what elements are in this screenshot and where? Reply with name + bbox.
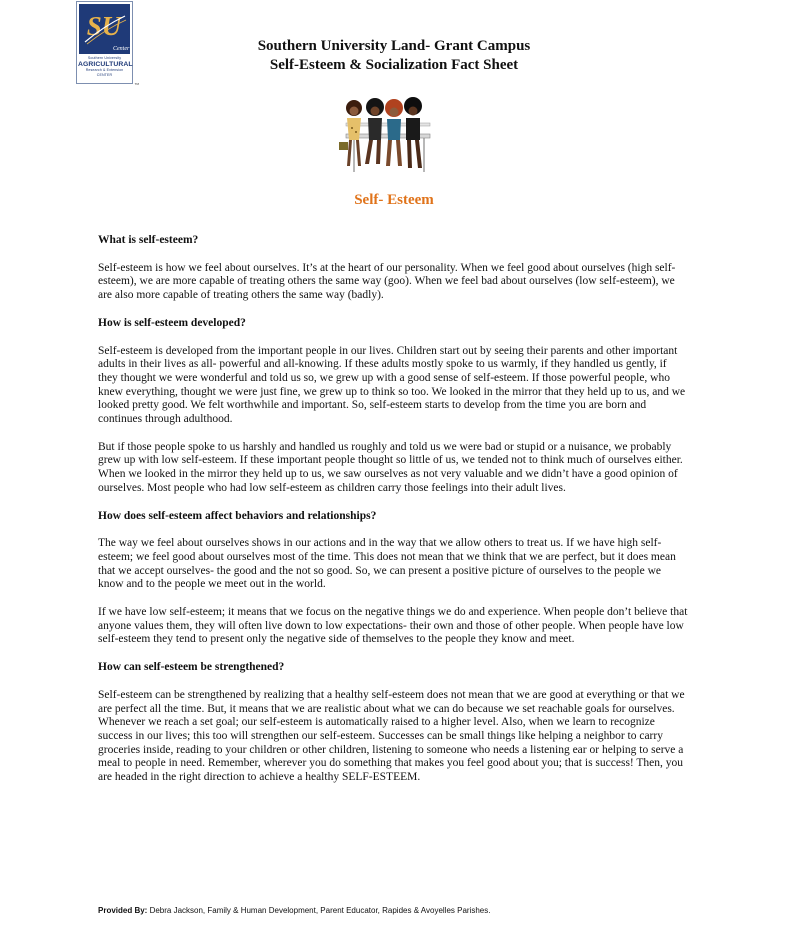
footer-text: Debra Jackson, Family & Human Development, Parent Educator, Rapides & Avoyelles Parishes. (147, 906, 491, 915)
section-affect-behaviors (98, 510, 688, 648)
section-heading: How can self-esteem be strengthened? (98, 661, 285, 674)
page-title (0, 37, 788, 75)
section-how-developed (98, 317, 688, 496)
paragraph: But if those people spoke to us harshly and handled us roughly and told us we were bad or stupid or a nuisance, we probably grew up with low self-esteem. If these important people thought so little of us, we tended not to think much of ourselves either. When we looked in the mirror they held up to us, we saw ourselves as not very valuable and we didn’t have a good opinion of ourselves. Most people who had low self-esteem as children carry those feelings into their adult lives. (98, 440, 683, 494)
footer-credit (98, 906, 490, 915)
women-on-bench-illustration (334, 96, 434, 178)
paragraph: The way we feel about ourselves shows in our actions and in the way that we allow others to treat us. If we have high self-esteem; we feel good about ourselves most of the time. This does not mean that we think that we are perfect, but it does mean that we accept ourselves- the good and the not so good. So, we can present a positive picture of ourselves to the people we know and to the people we meet out in the world. (98, 537, 676, 591)
svg-text:Center: Center (113, 46, 130, 52)
footer-label: Provided By: (98, 906, 148, 915)
title-line-1: Southern University Land- Grant Campus (257, 38, 531, 54)
logo-line-4: CENTER (96, 72, 113, 77)
paragraph: Self-esteem can be strengthened by realizing that a healthy self-esteem does not mean that we are good at everything or that we are perfect all the time. But, it means that we are realistic about what we can do because we set reachable goals for ourselves. Whenever we reach a set goal; our self-esteem is automatically raised to a higher level. Also, when we learn to recognize success in our lives; this too will strengthen our self-esteem. Successes can be small things like helping a neighbor to carry groceries inside, reading to your children or other children, listening to someone who needs a listening ear or helping to serve a meal to people in need. Remember, wherever you do something that makes you feel good about you; that is success! Then, you are headed in the right direction to achieve a healthy SELF-ESTEEM. (98, 688, 685, 784)
trademark-mark: TM (134, 82, 139, 86)
section-strengthened (98, 661, 688, 785)
paragraph: Self-esteem is developed from the important people in our lives. Children start out by seeing their parents and other important adults in their lives as all- powerful and all-knowing. If these adults mostly spoke to us warmly, if they handled us gently, if they thought we were wonderful and told us so, we grew up with a good sense of self-esteem. If those powerful people, who knew everything, thought we were just fine, we grew up to think so too. We looked in the mirror that they held up to us, and we looked pretty good. We felt worthwhile and important. So, self-esteem starts to develop from the time you are born and continues through adulthood. (98, 344, 686, 426)
section-title: Self- Esteem (354, 192, 434, 208)
paragraph: Self-esteem is how we feel about ourselves. It’s at the heart of our personality. When we feel good about ourselves (high self-esteem), we are more capable of treating others the same way (goo). When we feel bad about ourselves (low self-esteem), we are also more capable of treating others the same way (badly). (98, 261, 676, 302)
fact-sheet-body (98, 234, 688, 799)
logo-line-2: AGRICULTURAL (78, 60, 133, 68)
section-heading: What is self-esteem? (98, 234, 199, 246)
logo-line-1: Southern University (87, 56, 122, 60)
section-heading: How is self-esteem developed? (98, 316, 246, 329)
title-line-2: Self-Esteem & Socialization Fact Sheet (269, 57, 519, 73)
section-heading: How does self-esteem affect behaviors and relationships? (98, 509, 377, 522)
logo-line-3: Research & Extension (85, 68, 124, 73)
section-what-is (98, 234, 688, 303)
svg-text:SU: SU (86, 11, 122, 41)
paragraph: If we have low self-esteem; it means that we focus on the negative things we do and experience. When people don’t believe that anyone values them, they will often live down to low expectations- their own and those of other people. When people have low self-esteem they tend to present only the negative side of themselves to the people they know and meet. (98, 606, 688, 646)
